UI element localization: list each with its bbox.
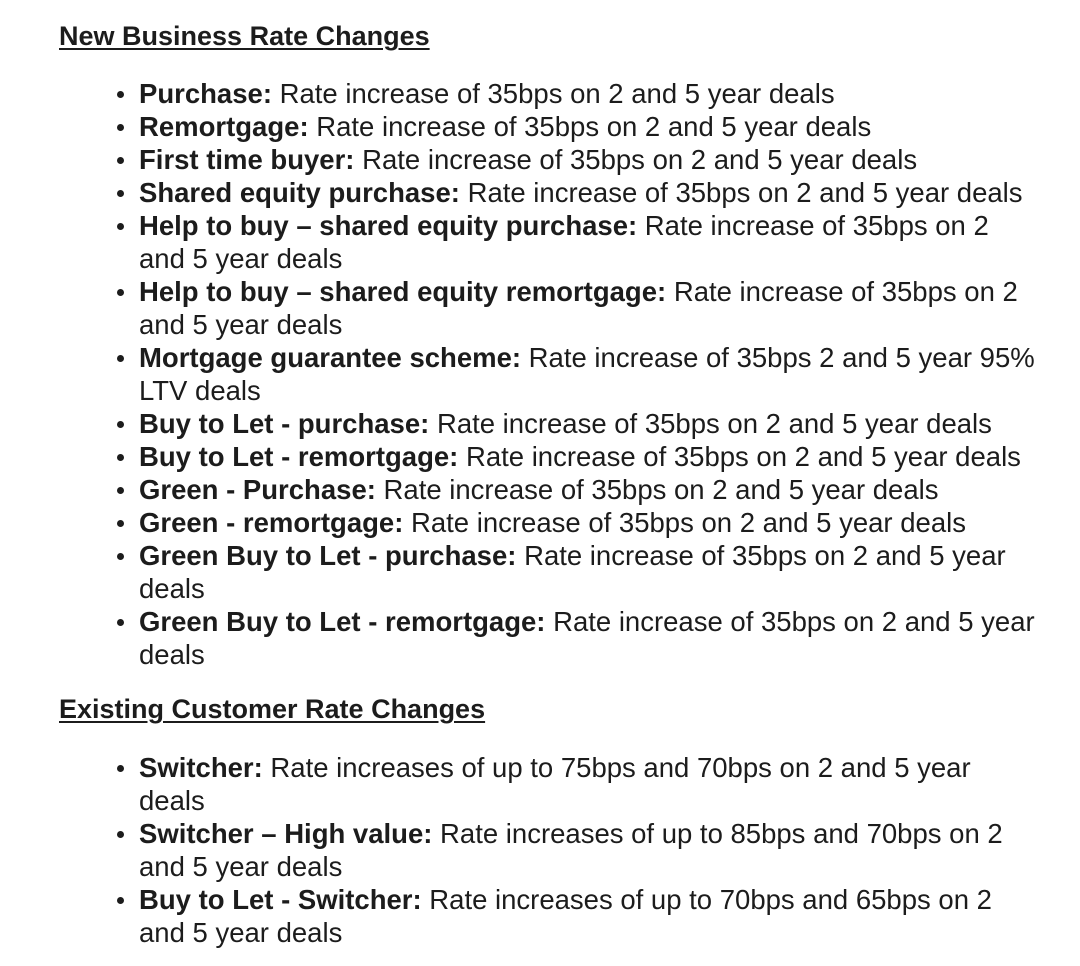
item-text: Rate increase of 35bps 2 and 5 year 95% LTV deals bbox=[139, 342, 1035, 406]
list-item bbox=[139, 407, 1039, 440]
item-label: Mortgage guarantee scheme: bbox=[139, 342, 522, 373]
list-item bbox=[139, 176, 1039, 209]
existing-customer-rate-list bbox=[139, 751, 1039, 949]
list-item bbox=[139, 817, 1039, 883]
item-label: Green Buy to Let - purchase: bbox=[139, 540, 517, 571]
item-label: Switcher – High value: bbox=[139, 818, 433, 849]
list-item bbox=[139, 275, 1039, 341]
item-label: Switcher: bbox=[139, 752, 263, 783]
item-text: Rate increases of up to 85bps and 70bps on 2 and 5 year deals bbox=[139, 818, 1003, 882]
item-label: Shared equity purchase: bbox=[139, 177, 460, 208]
item-text: Rate increases of up to 70bps and 65bps on 2 and 5 year deals bbox=[139, 884, 992, 948]
item-label: Help to buy – shared equity remortgage: bbox=[139, 276, 667, 307]
item-text: Rate increase of 35bps on 2 and 5 year deals bbox=[458, 441, 1021, 472]
item-text: Rate increase of 35bps on 2 and 5 year deals bbox=[308, 111, 872, 142]
list-item bbox=[139, 110, 1039, 143]
list-item bbox=[139, 440, 1039, 473]
item-label: Purchase: bbox=[139, 78, 272, 109]
existing-customer-heading: Existing Customer Rate Changes bbox=[59, 694, 486, 724]
item-text: Rate increase of 35bps on 2 and 5 year deals bbox=[375, 474, 939, 505]
new-business-heading: New Business Rate Changes bbox=[59, 21, 430, 51]
list-item bbox=[139, 473, 1039, 506]
list-item bbox=[139, 341, 1039, 407]
item-text: Rate increase of 35bps on 2 and 5 year deals bbox=[139, 606, 1035, 670]
item-text: Rate increase of 35bps on 2 and 5 year deals bbox=[139, 210, 989, 274]
item-label: Help to buy – shared equity purchase: bbox=[139, 210, 638, 241]
list-item bbox=[139, 77, 1039, 110]
item-text: Rate increase of 35bps on 2 and 5 year deals bbox=[139, 540, 1006, 604]
item-text: Rate increase of 35bps on 2 and 5 year deals bbox=[429, 408, 992, 439]
item-text: Rate increase of 35bps on 2 and 5 year deals bbox=[271, 78, 835, 109]
item-label: Buy to Let - purchase: bbox=[139, 408, 430, 439]
new-business-rate-list bbox=[139, 77, 1039, 671]
list-item bbox=[139, 605, 1039, 671]
item-text: Rate increase of 35bps on 2 and 5 year deals bbox=[403, 507, 966, 538]
item-label: Buy to Let - remortgage: bbox=[139, 441, 459, 472]
list-item bbox=[139, 883, 1039, 949]
item-label: Green - Purchase: bbox=[139, 474, 376, 505]
list-item bbox=[139, 751, 1039, 817]
item-text: Rate increase of 35bps on 2 and 5 year deals bbox=[459, 177, 1023, 208]
list-item bbox=[139, 143, 1039, 176]
list-item bbox=[139, 539, 1039, 605]
item-text: Rate increase of 35bps on 2 and 5 year deals bbox=[139, 276, 1018, 340]
list-item bbox=[139, 209, 1039, 275]
item-text: Rate increase of 35bps on 2 and 5 year deals bbox=[354, 144, 918, 175]
item-label: Green - remortgage: bbox=[139, 507, 404, 538]
item-label: Green Buy to Let - remortgage: bbox=[139, 606, 546, 637]
item-label: Buy to Let - Switcher: bbox=[139, 884, 422, 915]
list-item bbox=[139, 506, 1039, 539]
item-label: Remortgage: bbox=[139, 111, 309, 142]
item-text: Rate increases of up to 75bps and 70bps on 2 and 5 year deals bbox=[139, 752, 971, 816]
item-label: First time buyer: bbox=[139, 144, 355, 175]
